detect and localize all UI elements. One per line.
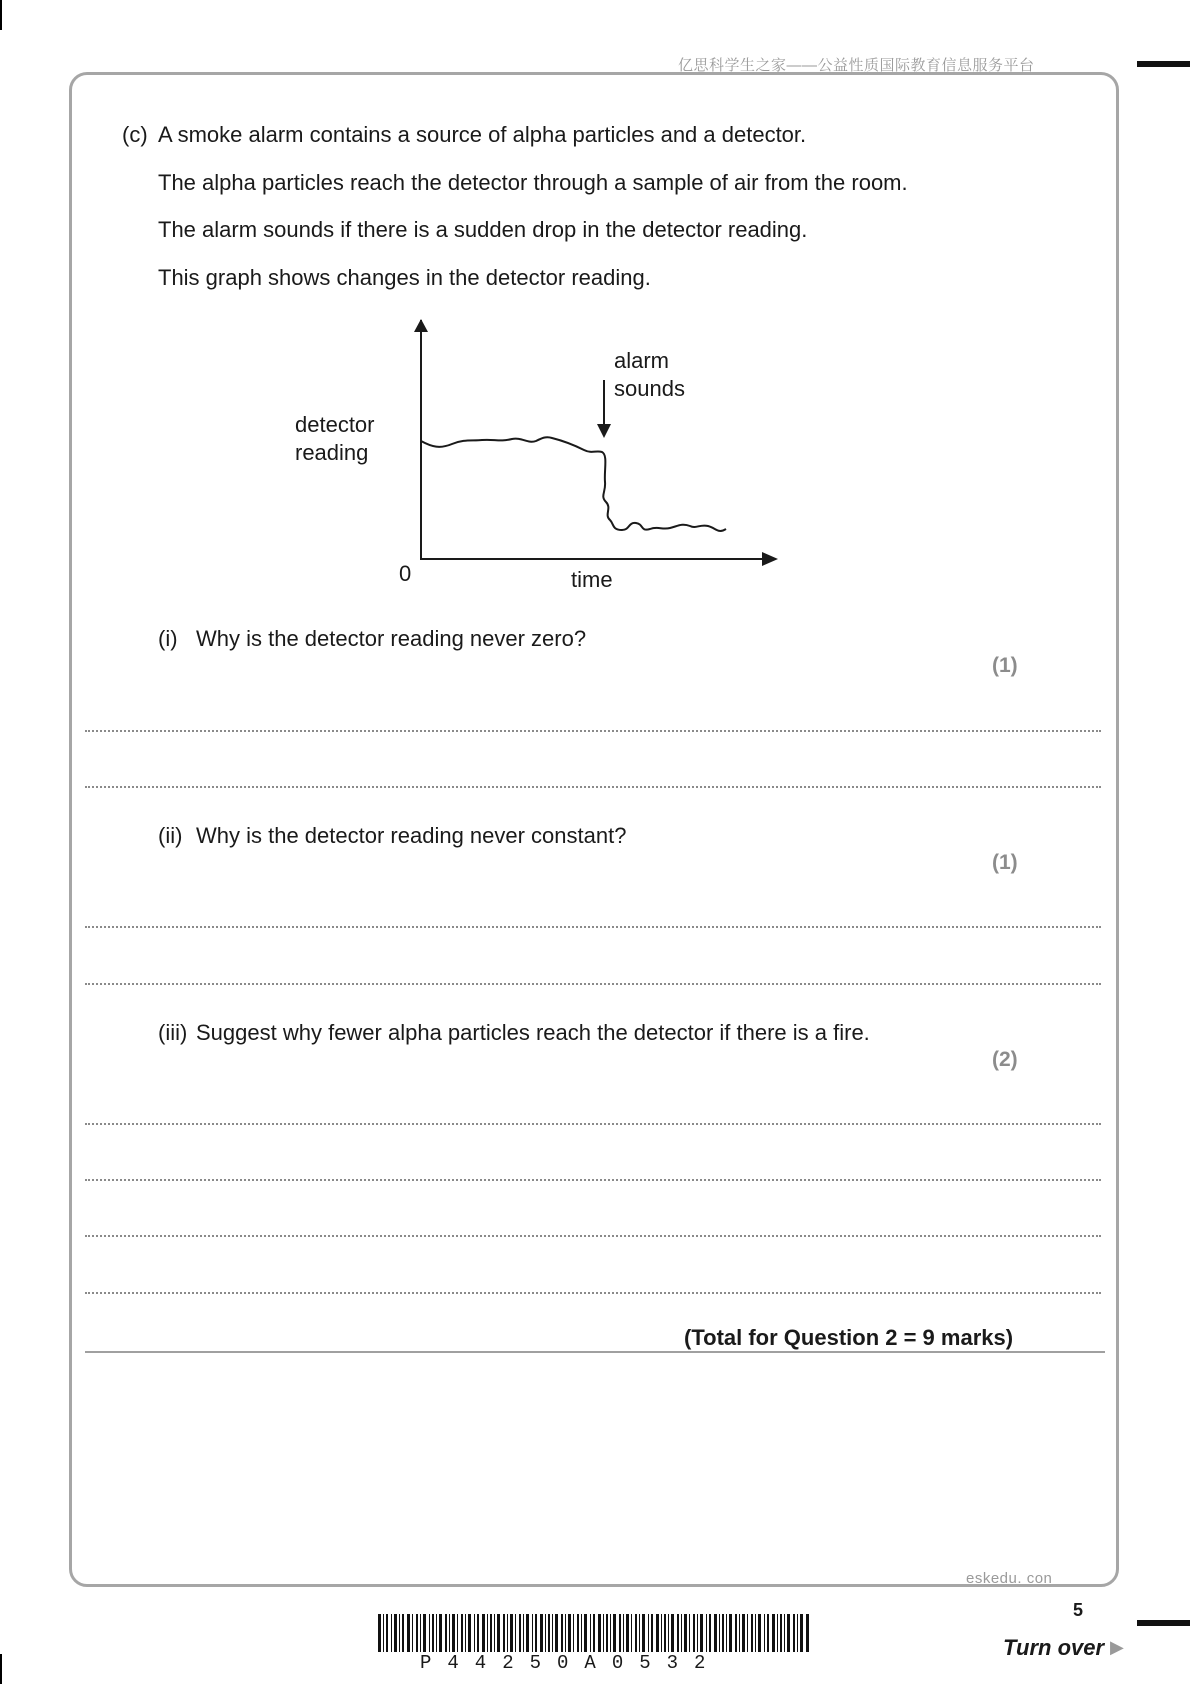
intro-line-4: This graph shows changes in the detector reading. <box>158 265 651 290</box>
answer-line[interactable] <box>85 926 1101 928</box>
detector-reading-graph <box>400 310 800 570</box>
question-total: (Total for Question 2 = 9 marks) <box>684 1325 1014 1350</box>
barcode-text: P44250A0532 <box>420 1652 722 1674</box>
answer-line[interactable] <box>85 730 1101 732</box>
intro-line-3: The alarm sounds if there is a sudden drop in the detector reading. <box>158 217 808 242</box>
intro-line-1: A smoke alarm contains a source of alpha particles and a detector. <box>158 122 807 147</box>
sub-question-1-marks: (1) <box>992 654 1018 677</box>
sub-question-2-text: Why is the detector reading never constant? <box>196 823 627 848</box>
answer-line[interactable] <box>85 1179 1101 1181</box>
answer-line[interactable] <box>85 1292 1101 1294</box>
sub-question-3-marks: (2) <box>992 1048 1018 1071</box>
total-rule <box>85 1351 1105 1353</box>
crop-mark-bottom-left <box>0 1654 2 1684</box>
alarm-arrow-head <box>597 424 611 438</box>
part-label: (c) <box>122 122 148 147</box>
sub-question-3-label: (iii) <box>158 1020 188 1045</box>
barcode <box>378 1614 810 1652</box>
intro-line-2: The alpha particles reach the detector through a sample of air from the room. <box>158 170 908 195</box>
sub-question-2-label: (ii) <box>158 823 183 848</box>
graph-origin-label: 0 <box>399 561 412 586</box>
turn-over-arrow-icon: ▶ <box>1110 1637 1124 1657</box>
sub-question-2-marks: (1) <box>992 851 1018 874</box>
sub-question-1-label: (i) <box>158 626 178 651</box>
turn-over-label: Turn over <box>1003 1635 1105 1660</box>
sub-question-1-text: Why is the detector reading never zero? <box>196 626 587 651</box>
graph-annotation-line2: sounds <box>614 376 685 401</box>
answer-line[interactable] <box>85 983 1101 985</box>
detector-reading-curve <box>421 437 726 531</box>
answer-line[interactable] <box>85 1123 1101 1125</box>
sub-question-3-text: Suggest why fewer alpha particles reach the detector if there is a fire. <box>196 1020 870 1045</box>
graph-y-label-line2: reading <box>295 440 369 465</box>
crop-mark-top-left <box>0 0 2 30</box>
answer-line[interactable] <box>85 1235 1101 1237</box>
answer-line[interactable] <box>85 786 1101 788</box>
edge-mark-top-right <box>1137 61 1190 67</box>
graph-y-label-line1: detector <box>295 412 375 437</box>
edge-mark-bottom-right <box>1137 1620 1190 1626</box>
header-watermark: 亿思科学生之家——公益性质国际教育信息服务平台 <box>678 57 1035 74</box>
graph-x-label: time <box>571 567 613 592</box>
page-number: 5 <box>1073 1600 1084 1620</box>
graph-annotation-line1: alarm <box>614 348 670 373</box>
graph-y-axis-arrow <box>414 319 428 332</box>
footer-site-watermark: eskedu. con <box>966 1570 1053 1587</box>
graph-x-axis-arrow <box>762 552 778 566</box>
